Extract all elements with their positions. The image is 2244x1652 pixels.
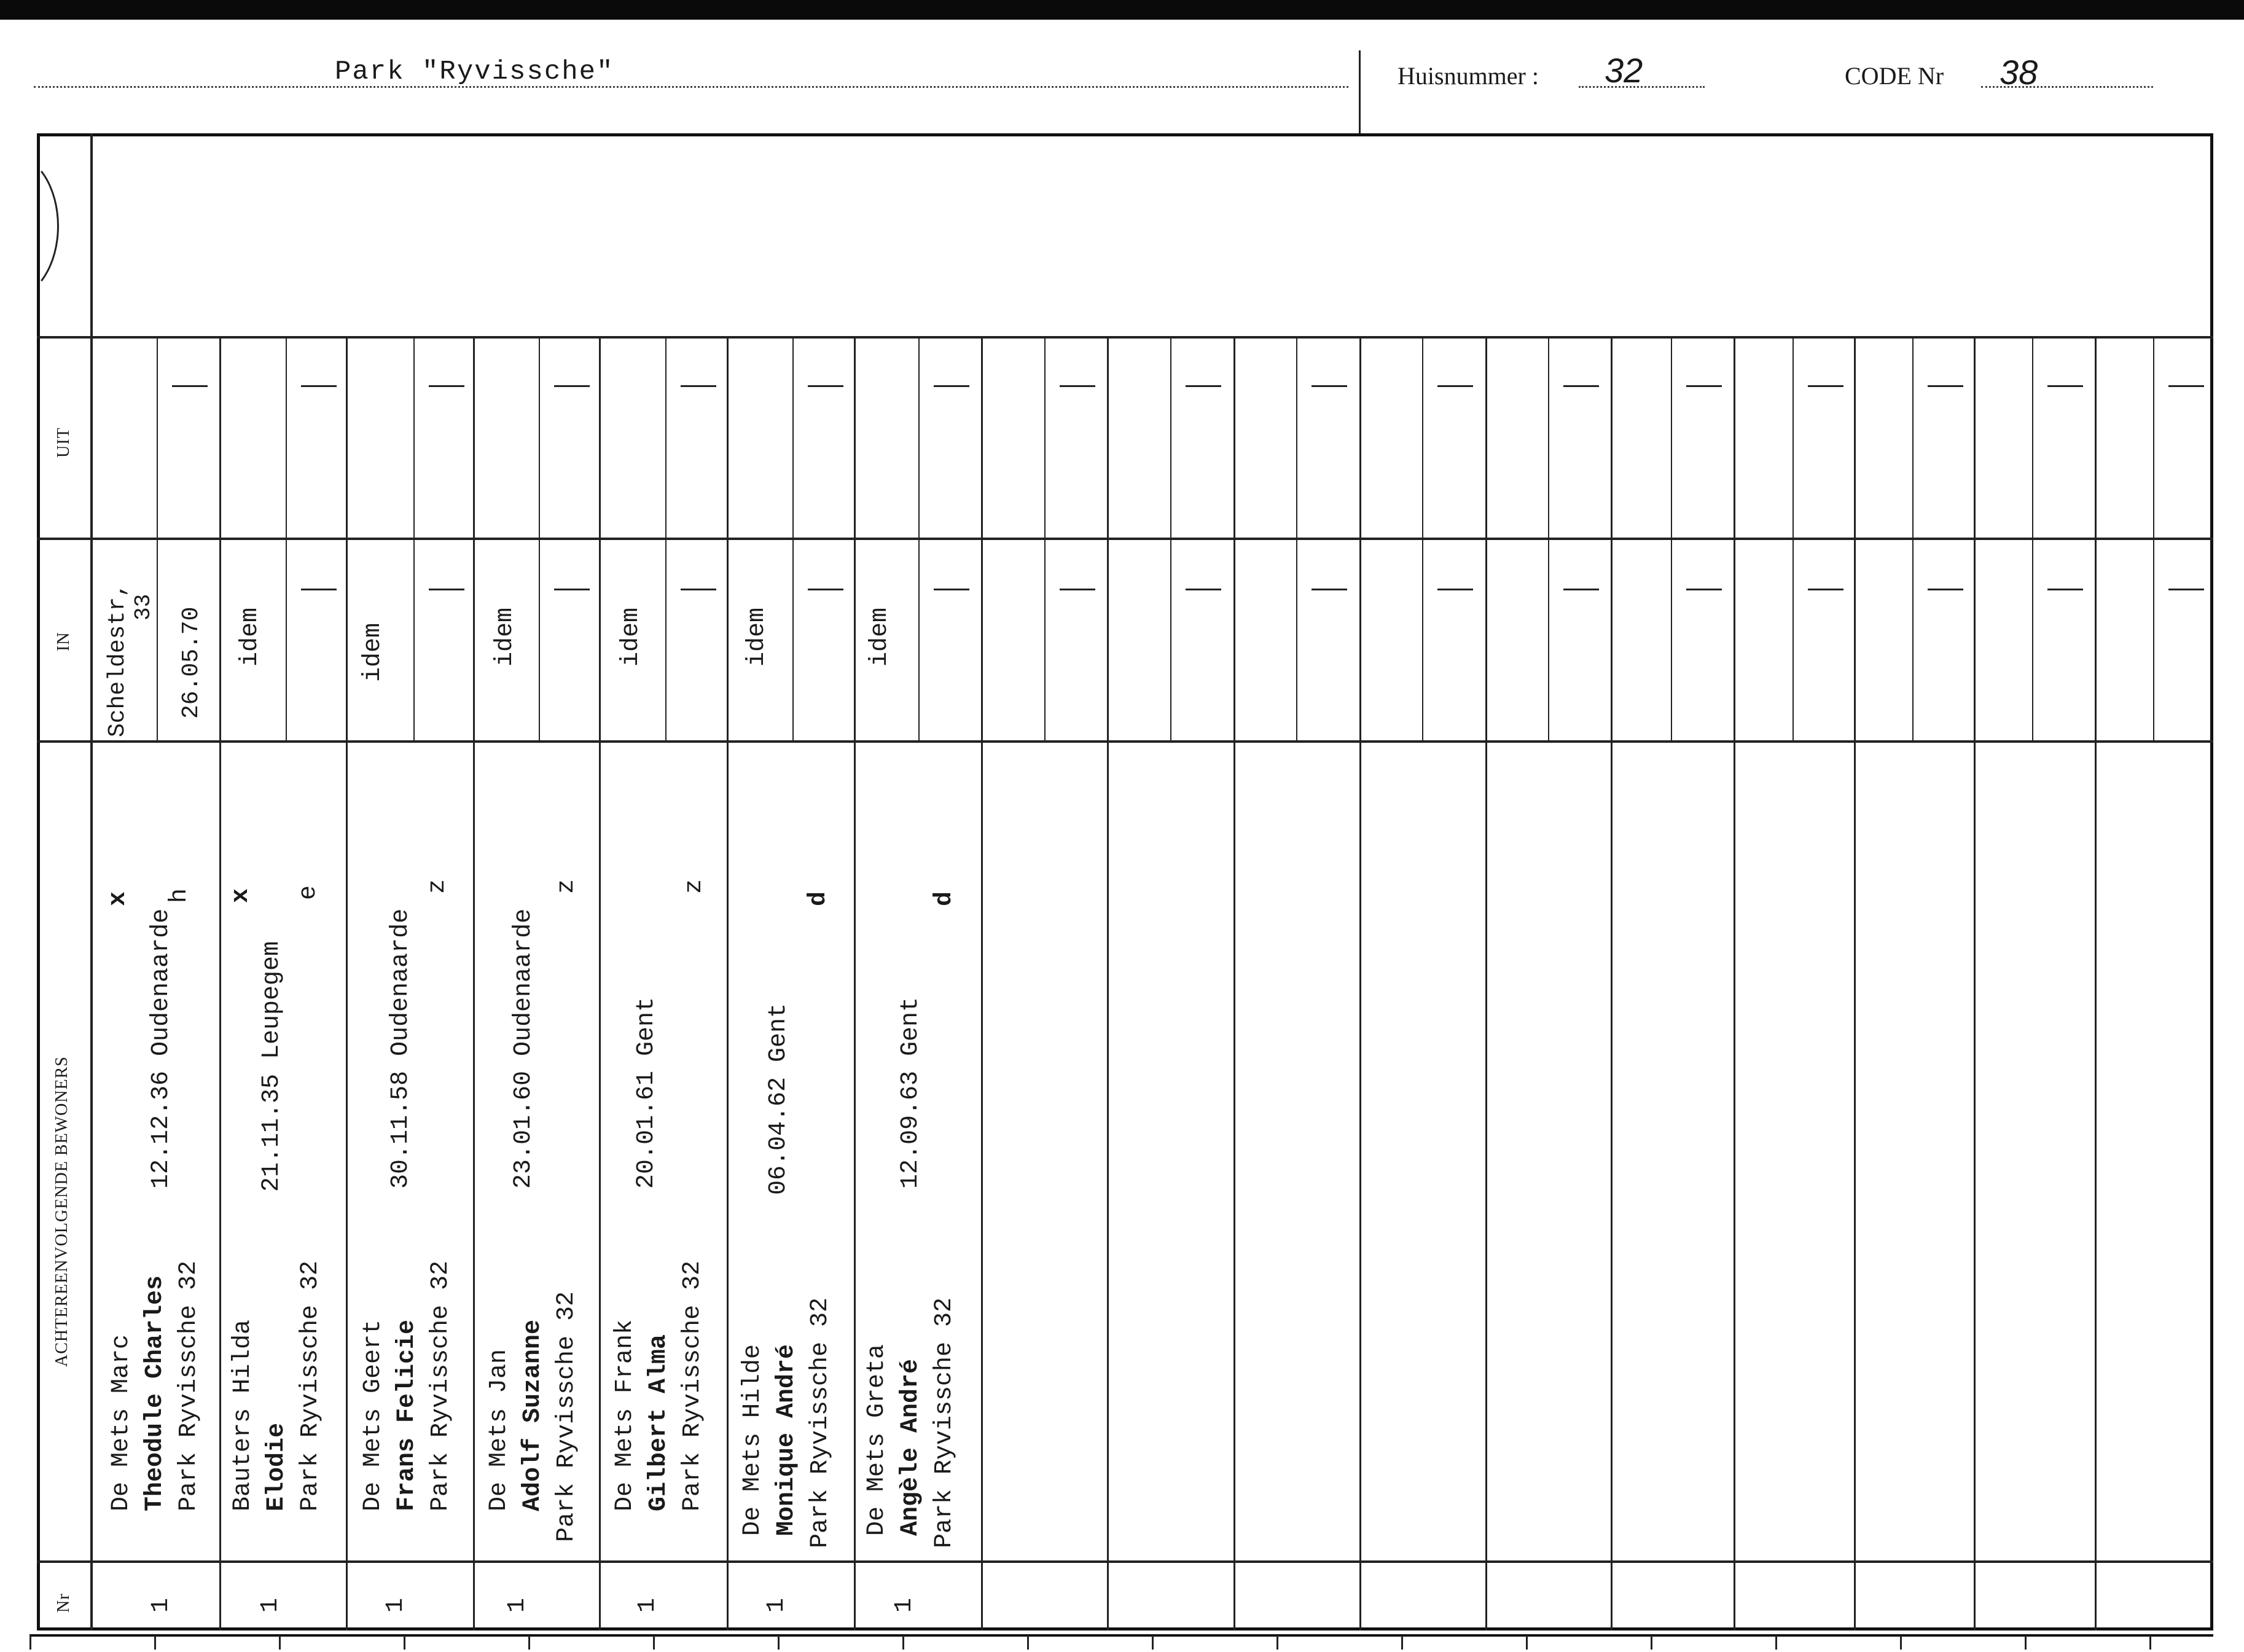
empty-dash [808, 385, 843, 387]
entry-given-names: Angèle André [897, 1358, 925, 1536]
empty-dash [1437, 589, 1473, 590]
code-label: CODE Nr [1845, 62, 1944, 90]
entry-in-place: idem [743, 607, 771, 667]
empty-dash [429, 589, 464, 590]
huisnummer-label: Huisnummer : [1398, 62, 1539, 90]
entry-address: Park Ryvissche 32 [553, 1291, 581, 1542]
column-divider [599, 337, 601, 1630]
row-divider-in [37, 740, 2213, 743]
ruler-tick [2149, 1635, 2151, 1650]
entry-given-names: Monique André [773, 1344, 800, 1536]
ruler-tick [1401, 1635, 1403, 1650]
row-label-bewoners: ACHTEREENVOLGENDE BEWONERS [52, 1056, 71, 1367]
entry-given-names: Frans Felicie [393, 1319, 421, 1511]
empty-dash [934, 589, 969, 590]
entry-surname: Bauters Hilda [229, 1319, 257, 1511]
empty-dash [1686, 385, 1722, 387]
sub-column-divider [792, 337, 794, 742]
entry-code: e [295, 885, 323, 900]
entry-mark: x [227, 888, 255, 903]
huisnummer-value: 32 [1605, 51, 1643, 90]
entry-birth: 12.09.63 Gent [897, 996, 925, 1189]
entry-in-place-number: 33 [131, 593, 156, 620]
sub-column-divider [1792, 337, 1794, 742]
empty-dash [1437, 385, 1473, 387]
entry-nr: 1 [257, 1597, 284, 1613]
empty-dash [1060, 385, 1095, 387]
sub-column-divider [1912, 337, 1914, 742]
entry-code: d [805, 891, 832, 906]
ruler-tick [279, 1635, 281, 1650]
empty-dash [681, 589, 716, 590]
empty-dash [554, 589, 590, 590]
entry-birth: 06.04.62 Gent [765, 1003, 792, 1195]
entry-surname: De Mets Hilde [739, 1344, 767, 1536]
entry-surname: De Mets Frank [611, 1319, 639, 1511]
ruler-tick [1027, 1635, 1029, 1650]
entry-birth: 12.12.36 Oudenaarde [147, 908, 175, 1189]
entry-nr: 1 [504, 1597, 531, 1613]
entry-birth: 30.11.58 Oudenaarde [387, 908, 415, 1189]
entry-given-names: Adolf Suzanne [519, 1319, 547, 1511]
column-divider [1611, 337, 1613, 1630]
entry-nr: 1 [891, 1597, 918, 1613]
entry-address: Park Ryvissche 32 [679, 1260, 706, 1511]
column-divider [2095, 337, 2097, 1630]
column-divider [727, 337, 729, 1630]
entry-nr: 1 [147, 1597, 175, 1613]
row-divider-uit [37, 538, 2213, 540]
sub-column-divider [539, 337, 540, 742]
column-divider [1974, 337, 1976, 1630]
empty-dash [1186, 589, 1221, 590]
entry-birth: 21.11.35 Leupegem [258, 941, 286, 1192]
ruler-tick [154, 1635, 156, 1650]
park-title-underline [34, 86, 1348, 88]
label-column-divider [90, 133, 93, 1630]
empty-dash [1563, 589, 1599, 590]
entry-given-names: Elodie [263, 1422, 291, 1511]
entry-nr: 1 [763, 1597, 791, 1613]
empty-dash [1928, 385, 1963, 387]
entry-in-date: 26.05.70 [178, 606, 205, 719]
entry-mark: x [104, 891, 132, 906]
ruler-tick [1276, 1635, 1278, 1650]
column-divider [1233, 337, 1235, 1630]
ruler-tick [1775, 1635, 1777, 1650]
row-divider-top [37, 336, 2213, 339]
column-divider [346, 337, 348, 1630]
entry-code: z [681, 879, 708, 894]
entry-surname: De Mets Greta [863, 1344, 891, 1536]
entry-address: Park Ryvissche 32 [807, 1297, 834, 1548]
ruler-tick [653, 1635, 655, 1650]
entry-code: z [424, 879, 452, 894]
entry-birth: 23.01.60 Oudenaarde [510, 908, 538, 1189]
entry-address: Park Ryvissche 32 [175, 1260, 203, 1511]
column-divider [1485, 337, 1487, 1630]
header-separator [1359, 50, 1361, 133]
ruler-tick [2025, 1635, 2027, 1650]
entry-given-names: Theodule Charles [141, 1275, 169, 1511]
entry-birth: 20.01.61 Gent [633, 996, 660, 1189]
entry-in-place: idem [237, 607, 264, 667]
row-label-nr: Nr [54, 1593, 73, 1613]
empty-dash [429, 385, 464, 387]
ruler-tick [29, 1635, 31, 1650]
top-black-band [0, 0, 2244, 20]
sub-column-divider [2153, 337, 2154, 742]
empty-dash [1808, 589, 1843, 590]
ruler-tick [778, 1635, 780, 1650]
sub-column-divider [665, 337, 667, 742]
entry-address: Park Ryvissche 32 [427, 1260, 455, 1511]
empty-dash [554, 385, 590, 387]
empty-dash [1563, 385, 1599, 387]
entry-nr: 1 [382, 1597, 410, 1613]
sub-column-divider [1170, 337, 1171, 742]
ruler-tick [1526, 1635, 1528, 1650]
ruler-tick [1651, 1635, 1652, 1650]
empty-dash [1686, 589, 1722, 590]
empty-dash [1060, 589, 1095, 590]
column-divider [981, 337, 983, 1630]
sub-column-divider [1422, 337, 1423, 742]
entry-address: Park Ryvissche 32 [297, 1260, 324, 1511]
empty-dash [808, 589, 843, 590]
empty-dash [301, 385, 337, 387]
column-divider [1107, 337, 1109, 1630]
entry-in-place: idem [617, 607, 645, 667]
park-title: Park "Ryvissche" [335, 57, 614, 87]
ruler-tick [1152, 1635, 1154, 1650]
empty-dash [1312, 385, 1347, 387]
empty-dash [1808, 385, 1843, 387]
ruler-tick [1900, 1635, 1902, 1650]
entry-in-place: idem [359, 622, 387, 682]
empty-dash [2168, 589, 2204, 590]
empty-dash [2047, 385, 2083, 387]
sub-column-divider [1671, 337, 1672, 742]
empty-dash [2168, 385, 2204, 387]
empty-dash [681, 385, 716, 387]
empty-dash [301, 589, 337, 590]
code-value: 38 [2000, 53, 2038, 92]
sub-column-divider [1296, 337, 1297, 742]
empty-dash [1928, 589, 1963, 590]
ruler-tick [404, 1635, 405, 1650]
empty-dash [1312, 589, 1347, 590]
column-divider [1359, 337, 1361, 1630]
ruler-tick [528, 1635, 530, 1650]
row-divider-bewoners [37, 1560, 2213, 1563]
entry-in-place: Scheldestr, [104, 583, 131, 737]
entry-code: d [931, 891, 958, 906]
entry-code: h [166, 888, 194, 903]
entry-surname: De Mets Geert [359, 1319, 387, 1511]
sub-column-divider [157, 337, 158, 742]
entry-nr: 1 [634, 1597, 662, 1613]
sub-column-divider [2032, 337, 2033, 742]
sub-column-divider [413, 337, 415, 742]
column-divider [219, 337, 221, 1630]
sub-column-divider [1044, 337, 1046, 742]
entry-in-place: idem [491, 607, 519, 667]
empty-dash [934, 385, 969, 387]
row-label-in: IN [54, 632, 73, 651]
sub-column-divider [1548, 337, 1549, 742]
row-label-uit: UIT [54, 427, 73, 458]
column-divider [1734, 337, 1735, 1630]
column-divider [854, 337, 856, 1630]
empty-dash [172, 385, 208, 387]
empty-dash [2047, 589, 2083, 590]
sub-column-divider [286, 337, 287, 742]
sub-column-divider [918, 337, 920, 742]
entry-given-names: Gilbert Alma [645, 1334, 673, 1511]
entry-address: Park Ryvissche 32 [931, 1297, 958, 1548]
ruler-tick [902, 1635, 904, 1650]
entry-in-place: idem [866, 607, 894, 667]
entry-surname: De Mets Marc [108, 1334, 135, 1511]
column-divider [473, 337, 475, 1630]
entry-surname: De Mets Jan [485, 1349, 513, 1511]
empty-dash [1186, 385, 1221, 387]
entry-code: z [553, 879, 581, 894]
column-divider [1854, 337, 1856, 1630]
